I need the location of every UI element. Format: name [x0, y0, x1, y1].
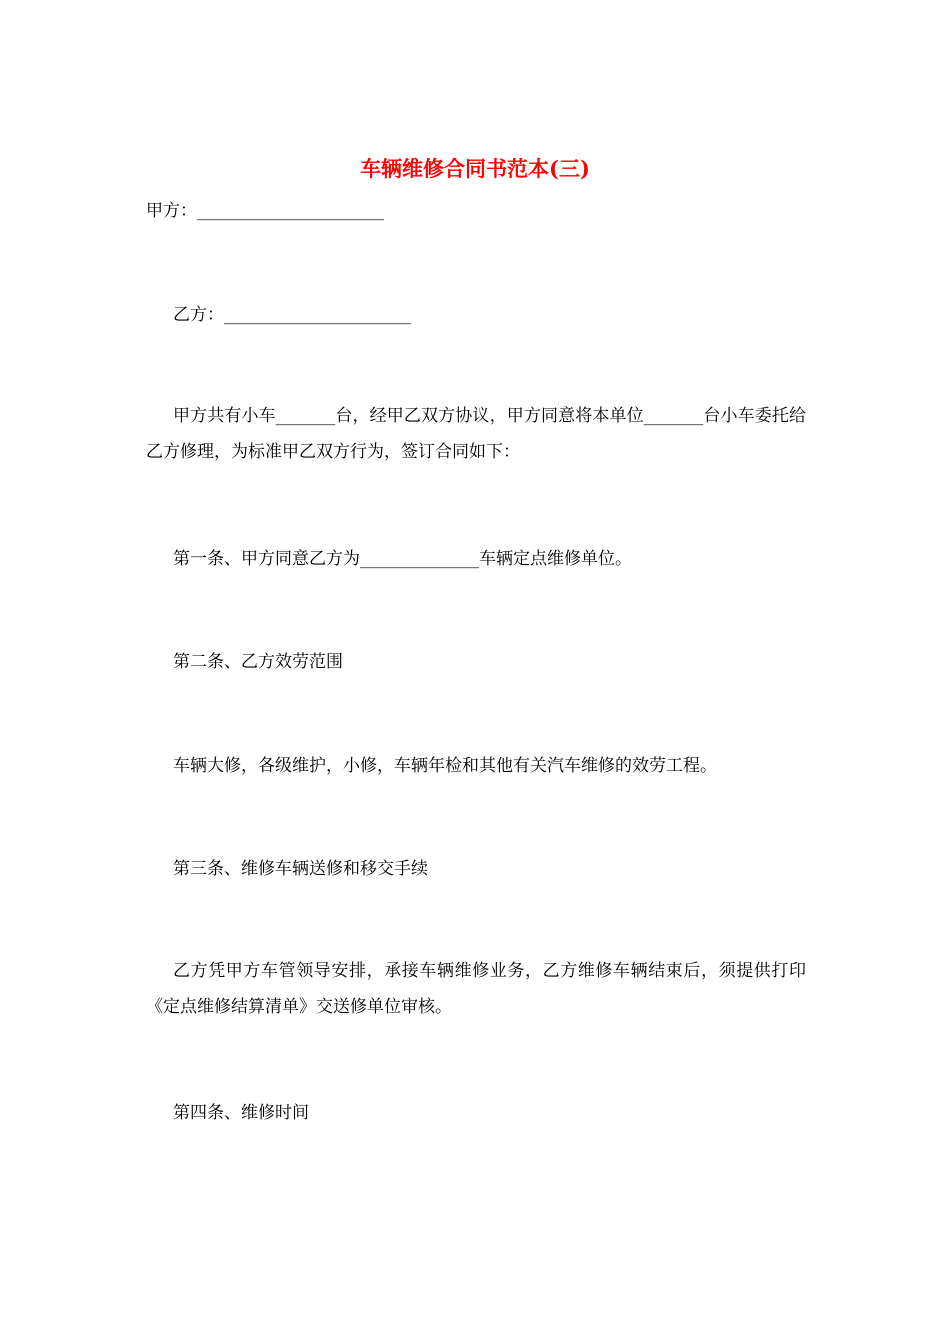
intro-paragraph: 甲方共有小车_______台，经甲乙双方协议，甲方同意将本单位_______台小车委托给乙方修理，为标准甲乙双方行为，签订合同如下：: [146, 406, 806, 462]
document-title: 车辆维修合同书范本(三): [360, 156, 590, 181]
article-3-body: 乙方凭甲方车管领导安排，承接车辆维修业务，乙方维修车辆结束后，须提供打印《定点维修结算清单》交送修单位审核。: [146, 961, 806, 1017]
article-2-body: 车辆大修，各级维护，小修，车辆年检和其他有关汽车维修的效劳工程。: [173, 756, 717, 776]
party-b-line: 乙方：______________________: [173, 305, 411, 325]
party-a-line: 甲方：______________________: [146, 201, 384, 221]
article-4-heading: 第四条、维修时间: [173, 1103, 309, 1123]
article-2-heading: 第二条、乙方效劳范围: [173, 652, 343, 672]
article-1: 第一条、甲方同意乙方为______________车辆定点维修单位。: [173, 549, 632, 569]
article-3-heading: 第三条、维修车辆送修和移交手续: [173, 859, 428, 879]
